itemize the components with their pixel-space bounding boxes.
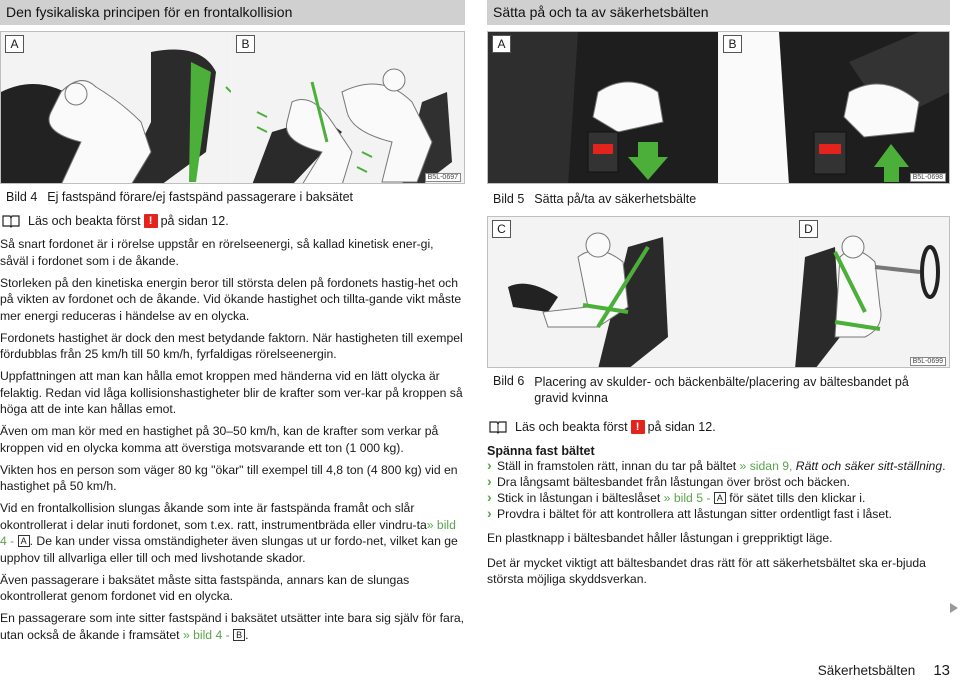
paragraph: Så snart fordonet är i rörelse uppstår en rörelseenergi, så kallad kinetisk ener-gi, såväl i fordonet som i de åkande. <box>0 237 434 268</box>
paragraph: En plastknapp i bältesbandet håller låstungan i greppriktigt läge. <box>487 531 833 545</box>
right-column <box>487 0 950 588</box>
paragraph: Uppfattningen att man kan hålla emot kroppen med händerna vid en lätt olycka är felaktig. Redan vid låga kollisionshastigheter blir de krafter som ver-kar på kroppen så höga att de inte kan hållas emot. <box>0 369 463 416</box>
figure-6-caption <box>487 368 950 406</box>
footer-section: Säkerhetsbälten <box>817 663 916 678</box>
page-number: 13 <box>933 662 950 679</box>
read-first-text: Läs och beakta först <box>28 214 141 228</box>
figure-5 <box>487 31 950 184</box>
figure-5-panel-b <box>719 32 950 183</box>
list-item: › Dra långsamt bältesbandet från låstungan över bröst och bäcken. <box>487 474 950 490</box>
panel-label-c: C <box>492 220 511 238</box>
list-item: › Provdra i bältet för att kontrollera att låstungan sitter ordentligt fast i låset. <box>487 506 950 522</box>
figure-5-caption <box>487 184 950 206</box>
list-text: Ställ in framstolen rätt, innan du tar på bältet <box>497 459 737 473</box>
panel-label-a: A <box>5 35 24 53</box>
panel-label-a: A <box>492 35 511 53</box>
caption-number: Bild 5 <box>493 192 525 206</box>
figure-4-link[interactable]: » bild 4 - <box>0 517 456 548</box>
left-column <box>0 0 465 643</box>
figure-code: B5L-0698 <box>910 173 946 182</box>
figure-4-panel-a <box>1 32 231 183</box>
panel-label-d: D <box>799 220 818 238</box>
paragraph-text: Vid en frontalkollision slungas åkande som inte är fastspända framåt och slår okontrollerat i delar inuti fordonet, som t.ex. ratt, instrumentbräda eller vindru-ta <box>0 501 427 532</box>
book-icon <box>489 420 507 434</box>
boxed-letter: B <box>233 629 245 641</box>
figure-5-link[interactable]: » bild 5 - <box>663 491 711 505</box>
figure-4-caption <box>0 184 465 204</box>
boxed-letter: A <box>714 492 726 504</box>
paragraph: Det är mycket viktigt att bältesbandet dras rätt för att säkerhetsbältet ska er-bjuda största möjliga skyddsverkan. <box>487 555 926 586</box>
figure-4 <box>0 31 465 184</box>
page-footer <box>818 662 950 679</box>
body-text <box>0 236 465 643</box>
book-icon <box>2 214 20 228</box>
list-text: . <box>942 459 946 473</box>
caption-text: Placering av skulder- och bäckenbälte/placering av bältesbandet på gravid kvinna <box>534 375 909 405</box>
figure-4-panel-b <box>232 32 464 183</box>
caption-number: Bild 4 <box>6 190 38 204</box>
paragraph: Vikten hos en person som väger 80 kg "ökar" till exempel till 4,8 ton (4 800 kg) vid en hastighet på 50 km/h. <box>0 462 458 493</box>
panel-label-b: B <box>723 35 742 53</box>
figure-6-panel-d <box>795 217 950 367</box>
figure-5-panel-a <box>488 32 718 183</box>
next-page-arrow-icon[interactable] <box>950 603 958 613</box>
figure-6-panel-c <box>488 217 794 367</box>
paragraph <box>0 610 465 643</box>
page-9-link[interactable]: » sidan 9, <box>739 459 793 473</box>
instruction-list <box>487 458 950 522</box>
list-text: Stick in låstungan i bälteslåset <box>497 491 661 505</box>
section-title-seat-belts: Sätta på och ta av säkerhetsbälten <box>487 0 950 25</box>
figure-4-link[interactable]: » bild 4 - <box>182 627 230 642</box>
paragraph: Även passagerare i baksätet måste sitta fastspända, annars kan de slungas okontrollerat genom fordonet vid en olycka. <box>0 572 410 603</box>
read-first-page: på sidan 12. <box>647 420 716 434</box>
paragraph-text: . De kan under vissa omständigheter även slungas ut ur fordo-net, vilket kan ge upphov till allvarliga eller till och med livshotande skador. <box>0 534 458 565</box>
list-item <box>487 490 950 506</box>
subheading: Spänna fast bältet <box>487 444 595 458</box>
list-text-italic: Rätt och säker sitt-ställning <box>795 459 943 473</box>
paragraph <box>0 500 465 566</box>
read-first-page: på sidan 12. <box>160 214 229 228</box>
boxed-letter: A <box>18 535 30 547</box>
figure-code: B5L-0699 <box>910 357 946 366</box>
paragraph: Även om man kör med en hastighet på 30–50 km/h, kan de krafter som verkar på kroppen vid en olycka komma att överstiga motsvarande ett ton (1 000 kg). <box>0 424 439 455</box>
read-first-note <box>489 420 950 434</box>
read-first-text: Läs och beakta först <box>515 420 628 434</box>
list-item <box>487 458 950 474</box>
caption-number: Bild 6 <box>493 374 525 388</box>
warning-icon: ! <box>631 420 645 434</box>
paragraph-text: . <box>245 627 249 642</box>
paragraph: Fordonets hastighet är dock den mest betydande faktorn. När hastigheten till exempel fördubblas från 25 km/h till 50 km/h, fyrfaldigas rörelseenergin. <box>0 330 463 361</box>
warning-icon: ! <box>144 214 158 228</box>
section-title-frontal-collision: Den fysikaliska principen för en frontalkollision <box>0 0 465 25</box>
list-text: för sätet tills den klickar i. <box>729 491 866 505</box>
caption-text: Ej fastspänd förare/ej fastspänd passagerare i baksätet <box>47 190 354 204</box>
figure-code: B5L-0697 <box>425 173 461 182</box>
caption-text: Sätta på/ta av säkerhetsbälte <box>534 192 697 206</box>
paragraph: Storleken på den kinetiska energin beror till största delen på fordonets hastig-het och på vikten av fordonet och de åkande. Vid ökande hastighet och tillta-gande vikt måste mer energi reduceras i händelse av en olycka. <box>0 275 462 323</box>
panel-label-b: B <box>236 35 255 53</box>
figure-6 <box>487 216 950 368</box>
read-first-note <box>2 214 465 228</box>
paragraph-text: En passagerare som inte sitter fastspänd i baksätet utsätter inte bara sig själv för fara, utan också de åkande i framsätet <box>0 611 465 642</box>
